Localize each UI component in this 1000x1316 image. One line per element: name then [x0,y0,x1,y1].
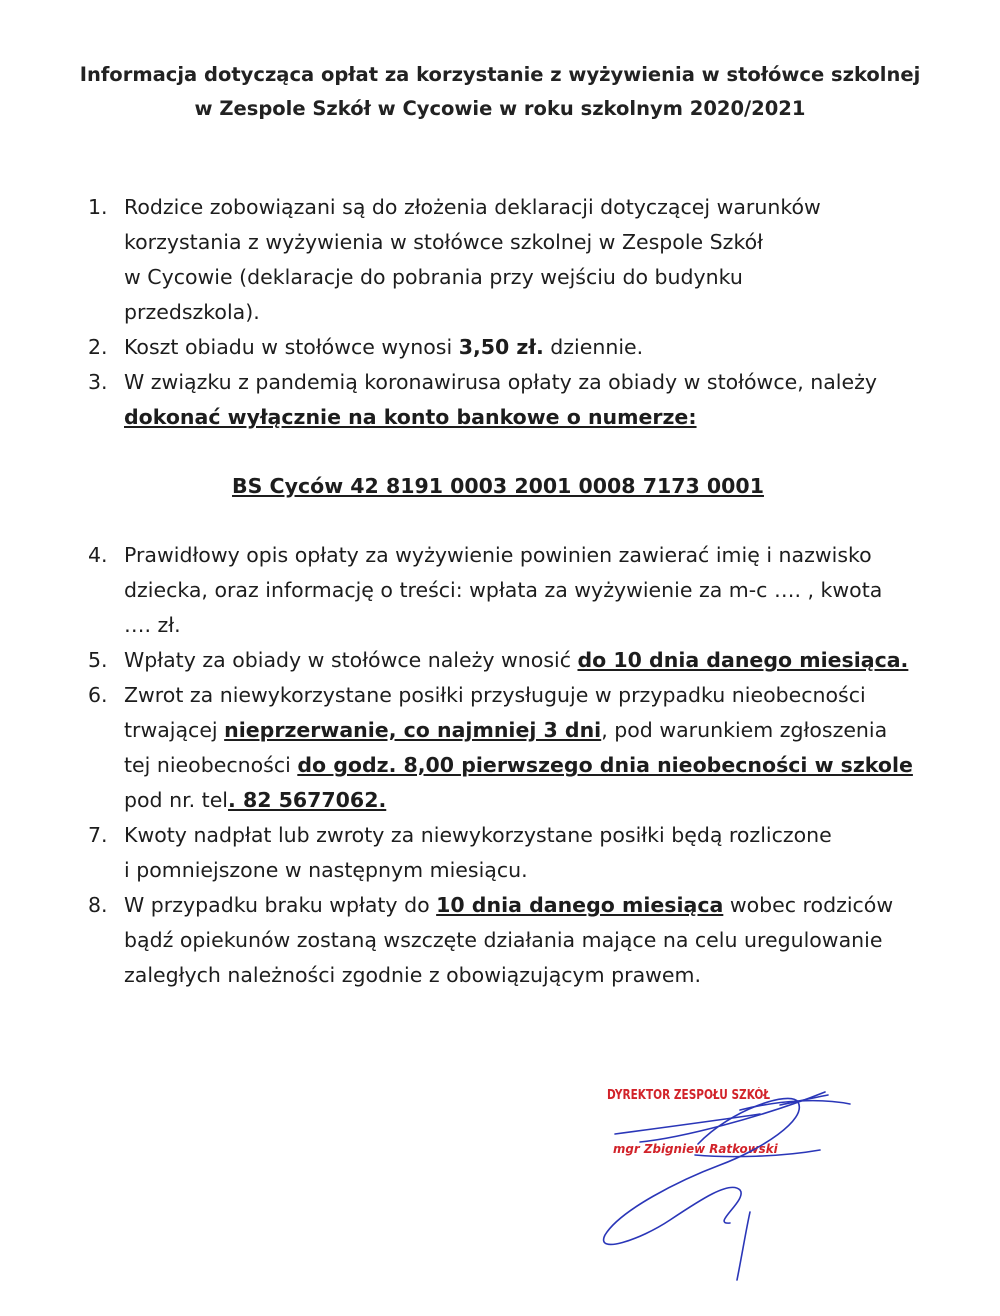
item-text: , pod warunkiem zgłoszenia [601,718,888,742]
item-number: 8. [88,893,108,917]
item-line: Rodzice zobowiązani są do złożenia deklaracji dotyczącej warunków [124,195,821,219]
item-line: Prawidłowy opis opłaty za wyżywienie powinien zawierać imię i nazwisko [124,543,872,567]
stamp-title: DYREKTOR ZESPOŁU SZKÓŁ [607,1088,771,1103]
list-item-1 [88,190,948,330]
director-signature-block [580,1040,880,1290]
item-line: Zwrot za niewykorzystane posiłki przysługuje w przypadku nieobecności [124,683,866,707]
item-number: 3. [88,370,108,394]
item-line: Kwoty nadpłat lub zwroty za niewykorzystane posiłki będą rozliczone [124,823,832,847]
list-item-3 [88,365,948,435]
item-text: trwającej [124,718,225,742]
payment-deadline: do 10 dnia danego miesiąca. [577,648,909,672]
payment-method-emphasis: dokonać wyłącznie na konto bankowe o numerze: [124,405,697,429]
list-item-6 [88,678,948,818]
item-text: tej nieobecności [124,753,298,777]
item-text: Koszt obiadu w stołówce wynosi [124,335,459,359]
item-line: …. zł. [124,613,181,637]
item-line: dziecka, oraz informację o treści: wpłata za wyżywienie za m-c …. , kwota [124,578,883,602]
item-number: 6. [88,683,108,707]
stamp-name: mgr Zbigniew Ratkowski [613,1141,778,1156]
item-number: 2. [88,335,108,359]
item-number: 5. [88,648,108,672]
rules-list [88,190,948,993]
item-number: 4. [88,543,108,567]
item-line: korzystania z wyżywienia w stołówce szkolnej w Zespole Szkół [124,230,763,254]
item-line [124,748,948,783]
list-item-2 [88,330,948,365]
report-deadline: do godz. 8,00 pierwszego dnia nieobecności w szkole [297,753,913,777]
item-text: dziennie. [543,335,644,359]
payment-deadline: 10 dnia danego miesiąca [436,893,724,917]
item-line [124,888,948,923]
handwritten-signature [580,1040,880,1290]
item-line: bądź opiekunów zostaną wszczęte działania mające na celu uregulowanie [124,928,883,952]
item-line [124,643,948,678]
item-line: zaległych należności zgodnie z obowiązującym prawem. [124,963,702,987]
item-number: 1. [88,195,108,219]
item-line [124,713,948,748]
phone-number: . 82 5677062. [228,788,387,812]
item-text: pod nr. tel [124,788,229,812]
item-number: 7. [88,823,108,847]
absence-duration: nieprzerwanie, co najmniej 3 dni [224,718,602,742]
item-line [124,330,948,365]
item-text: Wpłaty za obiady w stołówce należy wnosić [124,648,578,672]
list-item-5 [88,643,948,678]
document-title [40,58,960,126]
list-item-7 [88,818,948,888]
item-text: W przypadku braku wpłaty do [124,893,437,917]
title-line-2: w Zespole Szkół w Cycowie w roku szkolnym 2020/2021 [194,97,806,120]
price-value: 3,50 zł. [458,335,544,359]
list-item-4 [88,538,948,643]
item-text: wobec rodziców [723,893,894,917]
item-line [124,783,948,818]
item-line: W związku z pandemią koronawirusa opłaty za obiady w stołówce, należy [124,370,877,394]
list-item-8 [88,888,948,993]
item-line: w Cycowie (deklaracje do pobrania przy wejściu do budynku [124,265,743,289]
bank-account-number: BS Cyców 42 8191 0003 2001 0008 7173 0001 [232,474,764,498]
item-line: przedszkola). [124,300,260,324]
item-line: i pomniejszone w następnym miesiącu. [124,858,528,882]
title-line-1: Informacja dotycząca opłat za korzystanie z wyżywienia w stołówce szkolnej [79,63,921,86]
